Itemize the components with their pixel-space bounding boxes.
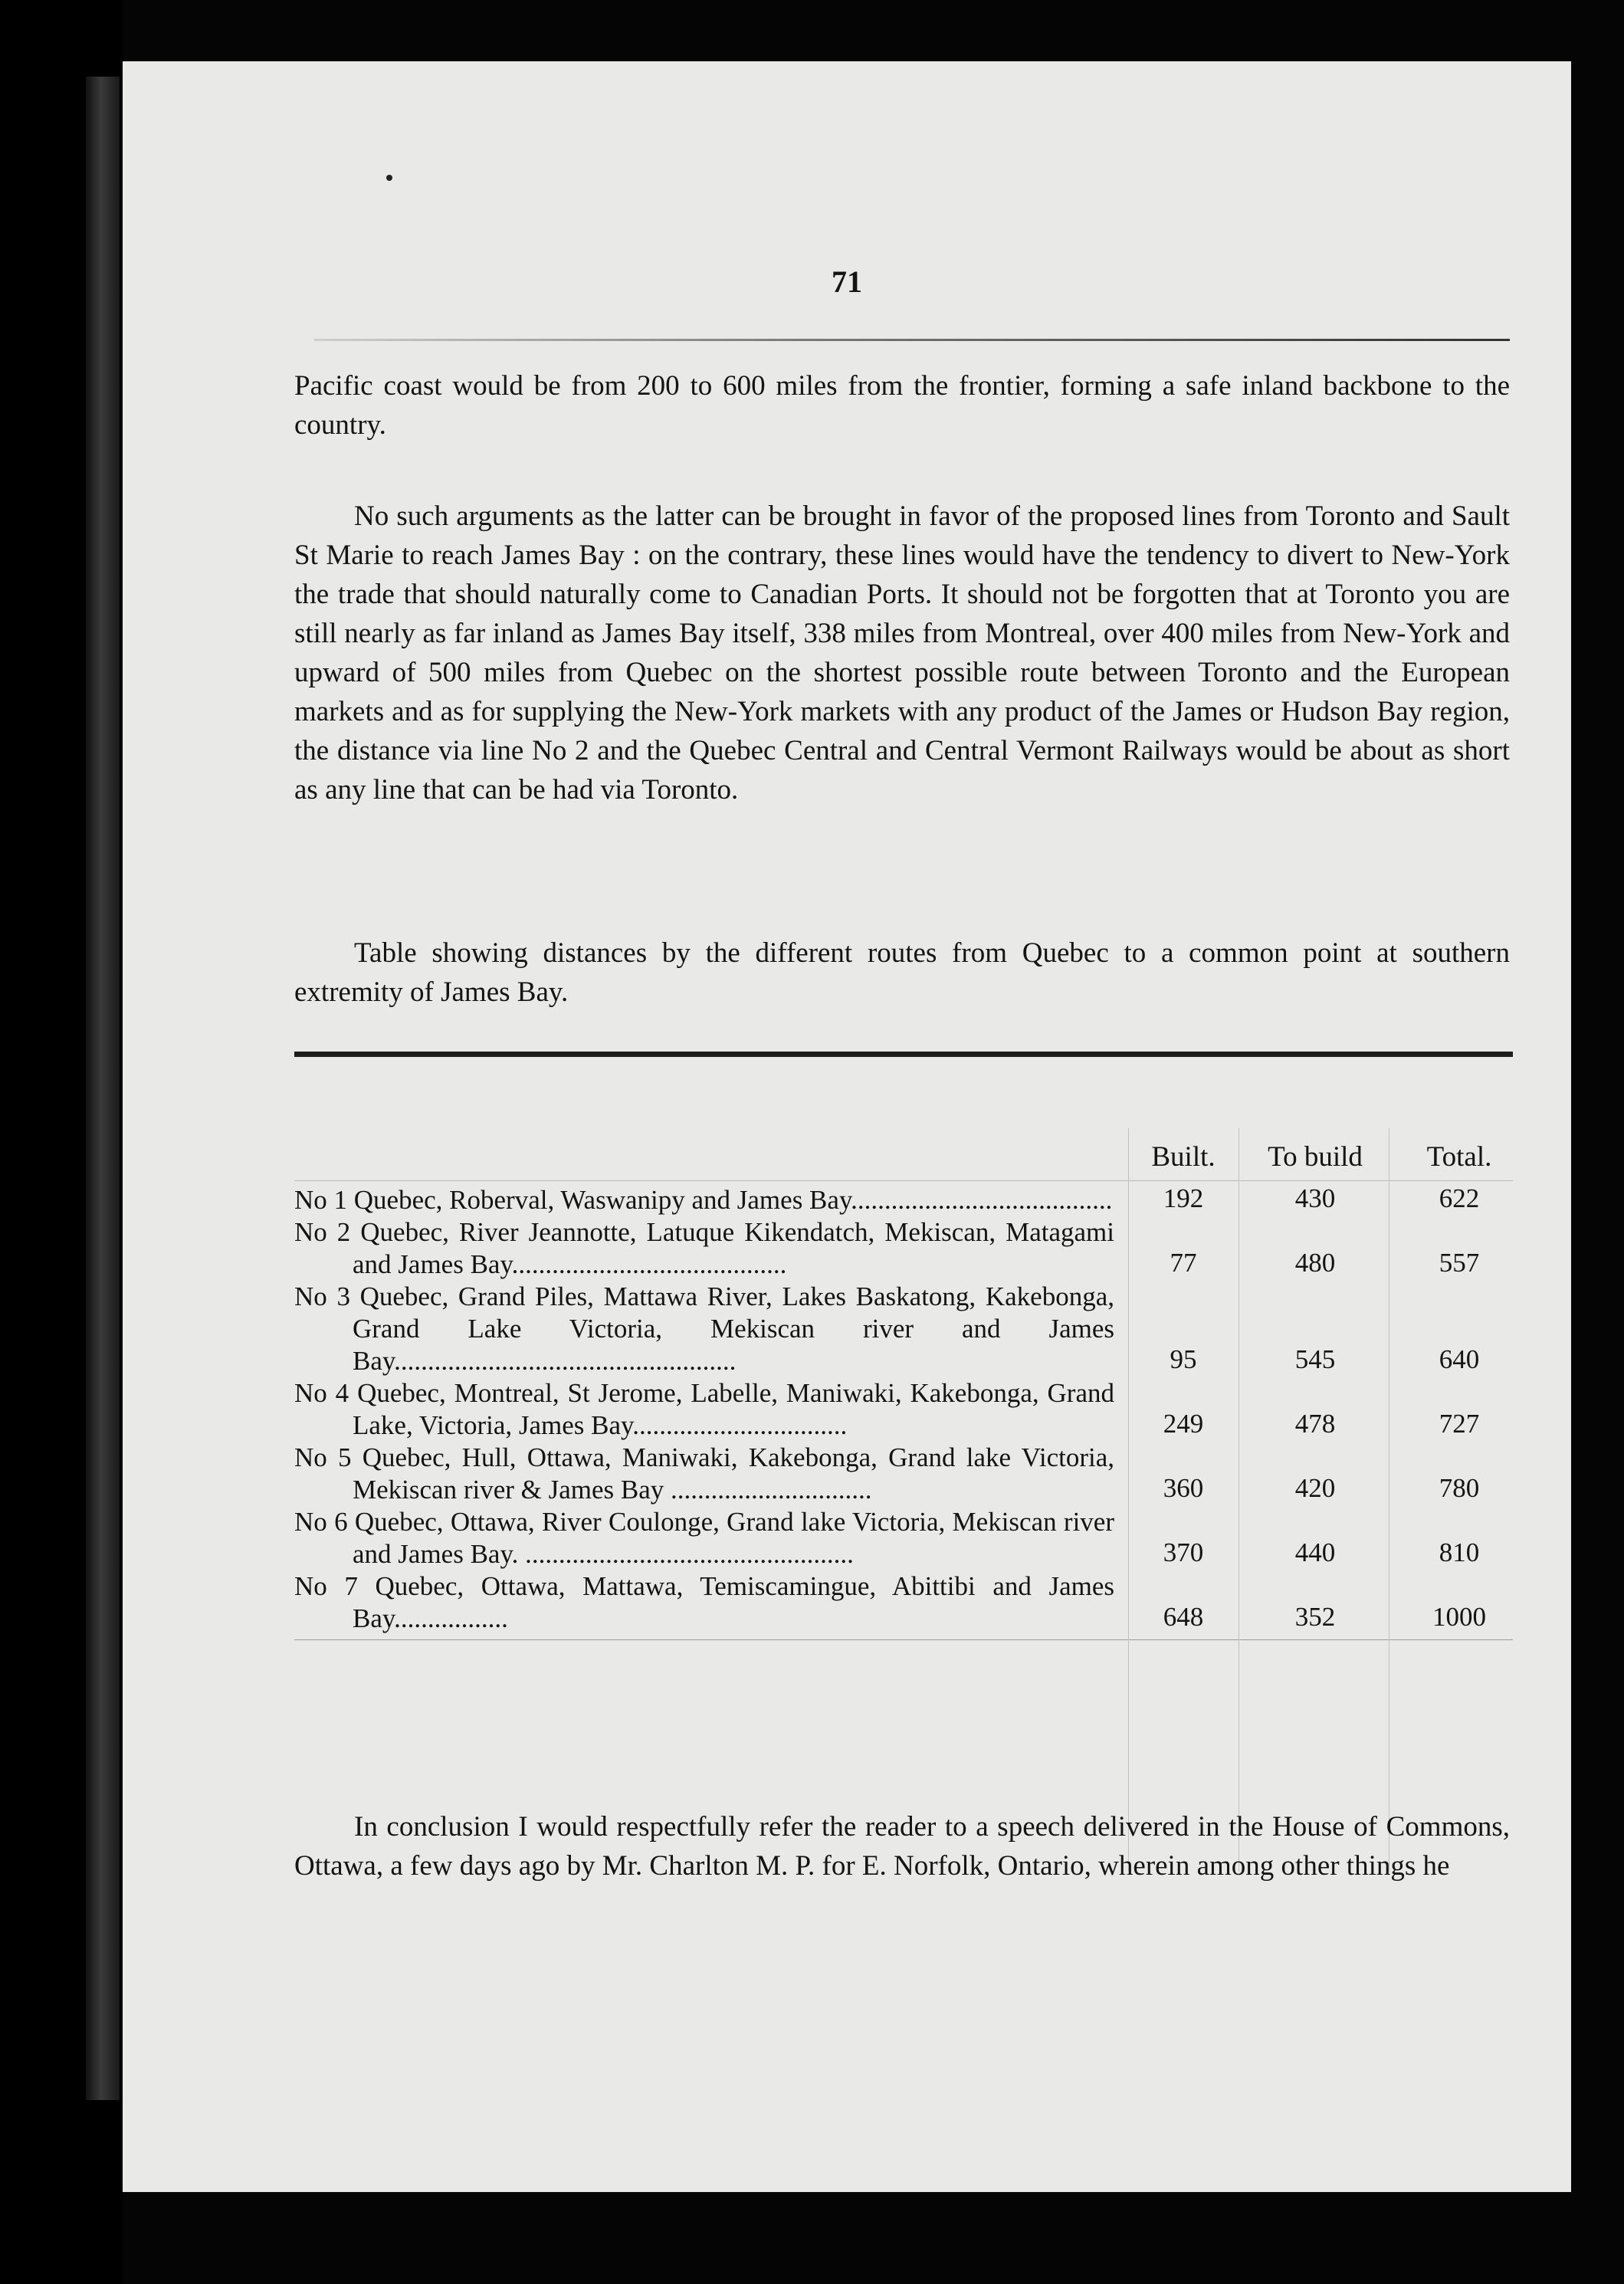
to-build-miles: 420 <box>1294 1473 1336 1503</box>
table-bottom-rule <box>294 1639 1513 1640</box>
route-description: No 1 Quebec, Roberval, Waswanipy and James Bay....................................... <box>294 1185 1113 1215</box>
total-miles: 727 <box>1439 1409 1480 1439</box>
total-miles: 640 <box>1439 1344 1480 1374</box>
distance-table <box>294 1065 1513 1640</box>
route-description: No 4 Quebec, Montreal, St Jerome, Labelle, Maniwaki, Kakebonga, Grand Lake, Victoria, James Bay................................ <box>294 1378 1114 1440</box>
route-description: No 7 Quebec, Ottawa, Mattawa, Temiscamingue, Abittibi and James Bay................. <box>294 1571 1114 1633</box>
table-header-row <box>294 1065 1513 1181</box>
header-to-build: To build <box>1268 1141 1363 1173</box>
table-caption: Table showing distances by the different routes from Quebec to a common point at southern extremity of James Bay. <box>294 937 1510 1008</box>
to-build-miles: 545 <box>1294 1344 1336 1374</box>
to-build-miles: 478 <box>1294 1409 1336 1439</box>
header-total: Total. <box>1426 1141 1492 1173</box>
scan-binding-edge <box>0 0 123 2284</box>
route-description: No 2 Quebec, River Jeannotte, Latuque Kikendatch, Mekiscan, Matagami and James Bay......................................... <box>294 1217 1114 1279</box>
paragraph-conclusion: In conclusion I would respectfully refer the reader to a speech delivered in the House of Commons, Ottawa, a few days ago by Mr. Charlton M. P. for E. Norfolk, Ontario, wherein among other things he <box>294 1811 1510 1882</box>
table-row <box>294 1184 1513 1216</box>
table-row <box>294 1281 1513 1377</box>
to-build-miles: 480 <box>1294 1248 1336 1278</box>
header-built: Built. <box>1151 1141 1216 1173</box>
table-row <box>294 1570 1513 1635</box>
route-description: No 3 Quebec, Grand Piles, Mattawa River, Lakes Baskatong, Kakebonga, Grand Lake Victoria, Mekiscan river and James Bay................................................... <box>294 1281 1114 1376</box>
route-description: No 6 Quebec, Ottawa, River Coulonge, Grand lake Victoria, Mekiscan river and James Bay. ................................................. <box>294 1507 1114 1569</box>
table-row <box>294 1442 1513 1506</box>
built-miles: 370 <box>1163 1537 1204 1567</box>
paragraph-continuation: Pacific coast would be from 200 to 600 miles from the frontier, forming a safe inland backbone to the country. <box>294 370 1510 441</box>
route-description: No 5 Quebec, Hull, Ottawa, Maniwaki, Kakebonga, Grand lake Victoria, Mekiscan river & James Bay .............................. <box>294 1442 1114 1505</box>
total-miles: 557 <box>1439 1248 1480 1278</box>
total-miles: 780 <box>1439 1473 1480 1503</box>
built-miles: 95 <box>1170 1344 1197 1374</box>
page-speck <box>386 175 392 181</box>
total-miles: 810 <box>1439 1537 1480 1567</box>
binding-strip <box>86 77 120 2100</box>
to-build-miles: 430 <box>1294 1183 1336 1213</box>
page-number: 71 <box>832 264 862 299</box>
total-miles: 622 <box>1439 1183 1480 1213</box>
header-rule <box>314 339 1510 341</box>
to-build-miles: 440 <box>1294 1537 1336 1567</box>
table-row <box>294 1216 1513 1281</box>
built-miles: 648 <box>1163 1602 1204 1632</box>
built-miles: 192 <box>1163 1183 1204 1213</box>
built-miles: 249 <box>1163 1409 1204 1439</box>
table-row <box>294 1506 1513 1570</box>
to-build-miles: 352 <box>1294 1602 1336 1632</box>
built-miles: 360 <box>1163 1473 1204 1503</box>
paragraph-arguments: No such arguments as the latter can be brought in favor of the proposed lines from Toronto and Sault St Marie to reach James Bay : on the contrary, these lines would have the tendency to divert to New-York the trade that should naturally come to Canadian Ports. It should not be forgotten that at Toronto you are still nearly as far inland as James Bay itself, 338 miles from Montreal, over 400 miles from New-York and upward of 500 miles from Quebec on the shortest possible route between Toronto and the European markets and as for supplying the New-York markets with any product of the James or Hudson Bay region, the distance via line No 2 and the Quebec Central and Central Vermont Railways would be about as short as any line that can be had via Toronto. <box>294 500 1510 806</box>
built-miles: 77 <box>1170 1248 1197 1278</box>
table-top-rule <box>294 1052 1513 1057</box>
total-miles: 1000 <box>1432 1602 1486 1632</box>
table-row <box>294 1377 1513 1442</box>
document-page <box>123 61 1571 2192</box>
